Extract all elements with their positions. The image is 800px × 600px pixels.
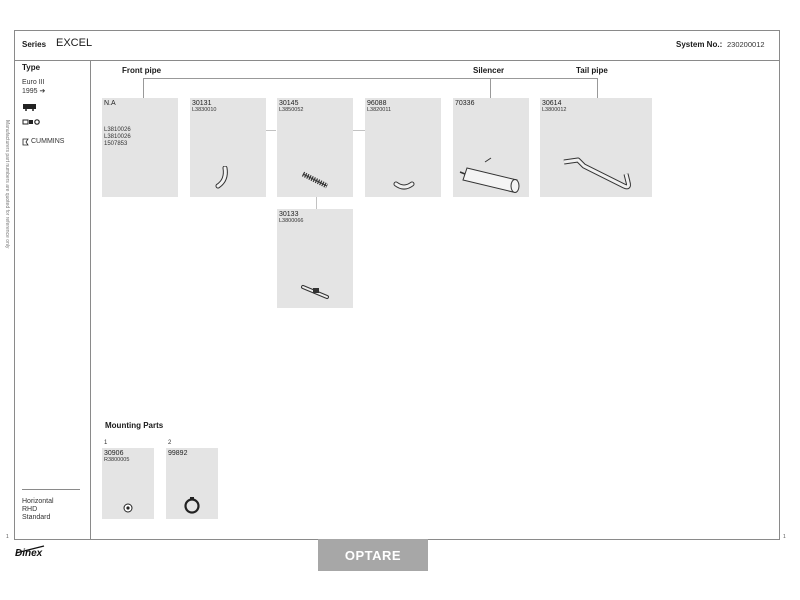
page-number-left: 1 [6, 534, 9, 540]
series-value: EXCEL [56, 37, 93, 49]
optare-watermark: OPTARE [318, 539, 428, 571]
sidebar-divider [90, 60, 91, 540]
series-label: Series [22, 40, 47, 49]
part-card[interactable] [540, 98, 652, 197]
engine-maker: CUMMINS [31, 138, 65, 145]
tail-pipe-drop [597, 78, 598, 98]
oem-number: L3810026 [104, 134, 131, 140]
oem-code: L3830010 [192, 107, 217, 113]
engine-icon [22, 118, 40, 126]
drive-side: RHD [22, 506, 38, 513]
euro-standard: Euro III [22, 79, 45, 86]
clamp-icon [182, 496, 202, 516]
mounting-index: 1 [104, 440, 108, 446]
link-line [353, 130, 365, 131]
part-number: 99892 [168, 450, 188, 457]
part-number: 30614 [542, 100, 562, 107]
part-card[interactable] [102, 98, 178, 197]
connector-icon [393, 178, 415, 192]
mounting-part-card[interactable] [102, 448, 154, 519]
sensor-pipe-icon [299, 281, 333, 301]
part-number: 70336 [455, 100, 475, 107]
oem-code: L3800012 [542, 107, 567, 113]
header-divider [14, 60, 780, 61]
silencer-drop [490, 78, 491, 98]
silencer-heading: Silencer [473, 66, 505, 75]
reference-note: Manufacturers part numbers are quoted for reference only [4, 120, 10, 249]
part-card[interactable] [277, 98, 353, 197]
part-card[interactable] [365, 98, 441, 197]
svg-text:Dinex: Dinex [15, 548, 43, 558]
assembly-connector [143, 78, 597, 79]
oem-code: L3820011 [367, 107, 392, 113]
link-line [266, 130, 276, 131]
silencer-icon [457, 150, 527, 194]
part-card[interactable] [277, 209, 353, 308]
system-number-label: System No.: [676, 40, 723, 49]
part-number: N.A [104, 100, 116, 107]
part-number: 30906 [104, 450, 124, 457]
rubber-mount-icon [122, 502, 134, 514]
type-label: Type [22, 63, 41, 72]
engine-maker-icon [22, 138, 30, 146]
bend-pipe-icon [214, 166, 238, 190]
tail-pipe-heading: Tail pipe [576, 66, 608, 75]
page-number-right: 1 [783, 534, 786, 540]
oem-code: R3800005 [104, 457, 130, 463]
flex-pipe-icon [301, 170, 331, 190]
part-card[interactable] [190, 98, 266, 197]
part-number: 30145 [279, 100, 299, 107]
year-value: 1995 ➔ [22, 88, 46, 95]
mounting-index: 2 [168, 440, 172, 446]
part-card[interactable] [453, 98, 529, 197]
mounting-orientation: Horizontal [22, 498, 54, 505]
part-number: 30133 [279, 211, 299, 218]
dinex-logo [13, 542, 47, 558]
tail-pipe-icon [560, 152, 640, 194]
system-number-value: 230200012 [727, 40, 765, 49]
part-number: 30131 [192, 100, 212, 107]
bus-icon [22, 103, 38, 111]
mounting-part-card[interactable] [166, 448, 218, 519]
oem-code: L3800066 [279, 218, 304, 224]
oem-number: L3810026 [104, 127, 131, 133]
version: Standard [22, 514, 51, 521]
oem-code: L3850052 [279, 107, 304, 113]
front-pipe-drop [143, 78, 144, 98]
part-number: 96088 [367, 100, 387, 107]
mounting-parts-heading: Mounting Parts [105, 421, 164, 430]
arrow-right-icon: ➔ [39, 88, 46, 95]
sidebar-footer-divider [22, 489, 80, 490]
front-pipe-heading: Front pipe [122, 66, 162, 75]
link-line [316, 197, 317, 209]
oem-number: 1507853 [104, 141, 128, 147]
